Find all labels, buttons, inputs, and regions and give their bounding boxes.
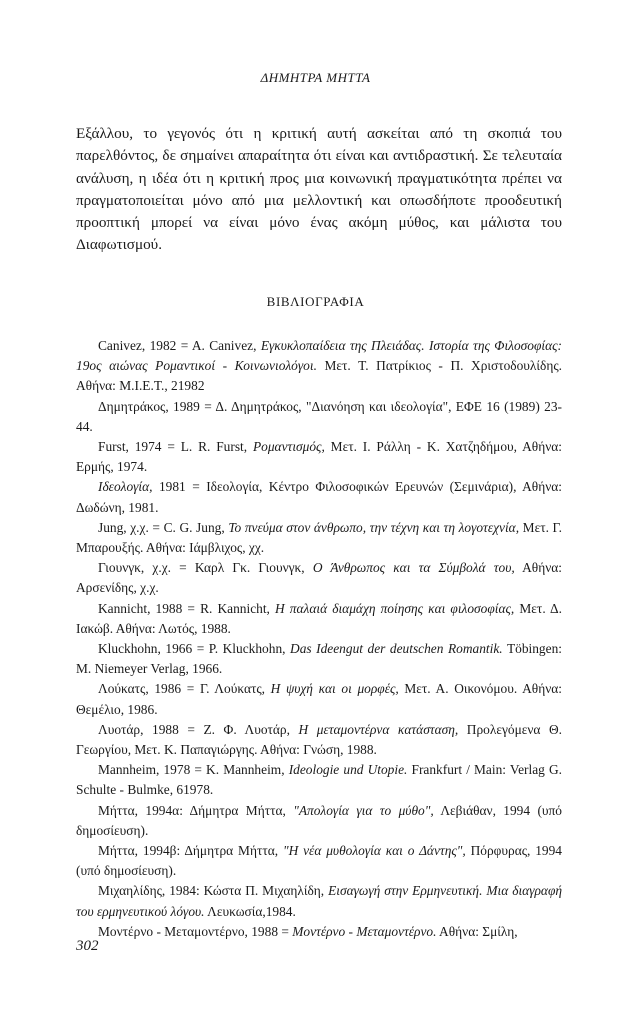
entry-author: Μοντέρνο - Μεταμοντέρνο, 1988 = [98,923,293,939]
entry-details: Προλεγόμενα Θ. Γεωργίου, Μετ. Κ. Παπαγιώργης. Αθήνα: Γνώση, 1988. [76,721,563,758]
entry-author: Canivez, 1982 = A. Canivez, [98,338,261,353]
entry-details: Αθήνα: Σμίλη, [436,923,518,939]
bibliography-entry [76,336,562,397]
entry-author: Jung, χ.χ. = C. G. Jung, [98,519,229,535]
entry-title: Ideologie und Utopie. [288,762,408,778]
entry-details: Töbingen: M. Niemeyer Verlag, 1966. [76,641,562,677]
entry-details: Μετ. Ι. Ράλλη - Κ. Χατζηδήμου, Αθήνα: Ερμής, 1974. [76,439,562,475]
bibliography-entry [76,922,562,942]
bibliography-entry [76,518,562,558]
entry-title: Η μεταμοντέρνα κατάσταση, [298,721,459,737]
bibliography-entry [76,679,562,719]
entry-title: "Απολογία για το μύθο", [293,802,434,818]
entry-details: Πόρφυρας, 1994 (υπό δημοσίευση). [76,843,562,879]
entry-title: Η παλαιά διαμάχη ποίησης και φιλοσοφίας, [275,600,515,616]
entry-title: Ο Άνθρωπος και τα Σύμβολά του, [312,560,515,576]
entry-author: Kluckhohn, 1966 = P. Kluckhohn, [98,641,291,657]
entry-author: Λούκατς, 1986 = Γ. Λούκατς, [98,681,271,697]
entry-author: Mannheim, 1978 = K. Mannheim, [98,762,289,778]
bibliography-list [76,336,562,942]
entry-author: Λυοτάρ, 1988 = Ζ. Φ. Λυοτάρ, [98,721,299,737]
entry-author: Μιχαηλίδης, 1984: Κώστα Π. Μιχαηλίδη, [98,883,329,899]
entry-title: "Η νέα μυθολογία και ο Δάντης", [282,843,466,859]
entry-details: Αθήνα: Αρσενίδης, χ.χ. [76,560,562,596]
entry-title: Εισαγωγή στην Ερμηνευτική. Μια διαγραφή του ερμηνευτικού λόγου. [76,883,562,919]
entry-author: Δημητράκος, 1989 = Δ. Δημητράκος, "Διανόηση και ιδεολογία", ΕΦΕ 16 (1989) 23-44. [76,398,562,434]
entry-details: Μετ. Γ. Μπαρουξής. Αθήνα: Ιάμβλιχος, χχ. [76,519,562,556]
bibliography-entry [76,720,562,760]
entry-title: Το πνεύμα στον άνθρωπο, την τέχνη και τη λογοτεχνία, [228,519,520,535]
bibliography-entry [76,558,562,598]
bibliography-entry [76,881,562,921]
entry-details: Μετ. Δ. Ιακώβ. Αθήνα: Λωτός, 1988. [76,600,562,636]
entry-author: Γιουνγκ, χ.χ. = Καρλ Γκ. Γιουνγκ, [98,560,313,576]
intro-paragraph: Εξάλλου, το γεγονός ότι η κριτική αυτή ασκείται από τη σκοπιά του παρελθόντος, δε σημαίνει απαραίτητα ότι είναι και αντιδραστική. Σε τελευταία ανάλυση, η ιδέα ότι η κριτική προς μια κοινωνική πραγματικότητα πρέπει να πραγματοποιείται μόνο από μια μελλοντική και οπωσδήποτε προοδευτική προοπτική μπορεί να είναι μόνο ένας ακόμη μύθος, και μάλιστα του Διαφωτισμού. [76,125,562,254]
entry-title: Das Ideengut der deutschen Romantik. [290,641,503,657]
entry-details: Λεβιάθαν, 1994 (υπό δημοσίευση). [76,802,562,838]
bibliography-entry [76,397,562,437]
bibliography-entry [76,477,562,517]
entry-author: Μήττα, 1994β: Δήμητρα Μήττα, [98,843,283,859]
bibliography-entry [76,760,562,800]
running-head: ΔΗΜΗΤΡΑ ΜΗΤΤΑ [260,70,371,85]
entry-details: Μετ. Τ. Πατρίκιος - Π. Χριστοδουλίδης. Αθήνα: Μ.Ι.Ε.Τ., 21982 [76,358,562,394]
entry-title: Ρομαντισμός, [252,439,325,455]
entry-details: Μετ. Α. Οικονόμου. Αθήνα: Θεμέλιο, 1986. [76,681,562,717]
entry-author: Μήττα, 1994α: Δήμητρα Μήττα, [98,802,294,818]
bibliography-entry [76,801,562,841]
bibliography-entry [76,437,562,477]
entry-author: Kannicht, 1988 = R. Kannicht, [98,600,276,616]
entry-details: 1981 = Ιδεολογία, Κέντρο Φιλοσοφικών Ερευνών (Σεμινάρια), Αθήνα: Δωδώνη, 1981. [76,479,562,515]
bibliography-entry [76,599,562,639]
entry-title: Εγκυκλοπαίδεια της Πλειάδας. Ιστορία της Φιλοσοφίας: 19ος αιώνας Ρομαντικοί - Κοινωνιολόγοι. [76,338,563,374]
entry-title: Μοντέρνο - Μεταμοντέρνο. [292,923,437,939]
entry-title: Η ψυχή και οι μορφές, [270,681,399,697]
bibliography-heading: ΒΙΒΛΙΟΓΡΑΦΙΑ [266,294,365,309]
entry-details: Λευκωσία,1984. [204,903,296,919]
bibliography-entry [76,639,562,679]
entry-title: Ιδεολογία, [98,479,153,495]
page-number: 302 [76,938,99,954]
entry-author: Furst, 1974 = L. R. Furst, [98,439,253,455]
entry-details: Frankfurt / Main: Verlag G. Schulte - Bulmke, 61978. [76,762,562,798]
bibliography-entry [76,841,562,881]
